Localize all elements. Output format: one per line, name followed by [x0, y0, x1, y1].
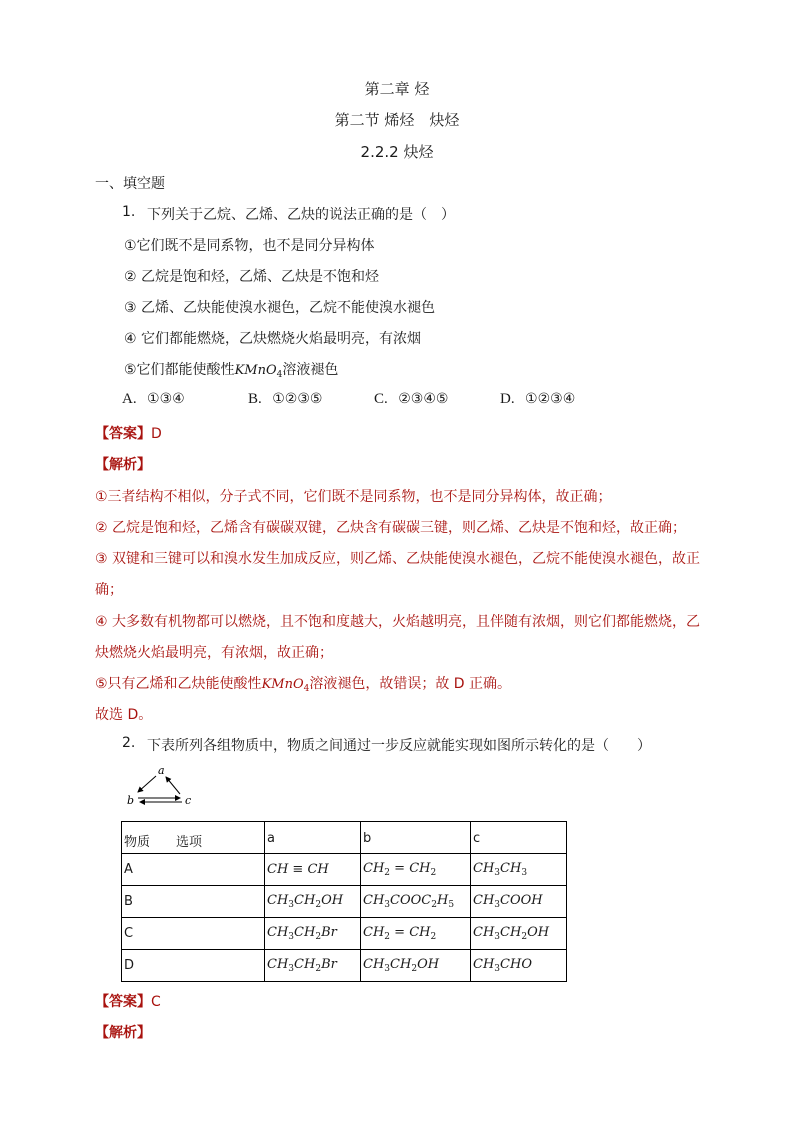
table-header-row — [122, 822, 567, 854]
kmno4-formula: KMnO$_4$ — [261, 677, 310, 694]
q2-analysis-label: 【解析】 — [95, 1025, 151, 1041]
table-row — [122, 886, 567, 918]
label-b: b — [127, 794, 135, 807]
label-a: a — [158, 764, 165, 777]
chapter-title: 第二章 烃 — [364, 80, 430, 98]
conversion-diagram — [124, 764, 196, 810]
analysis-line: ② 乙烷是饱和烃，乙烯含有碳碳双键，乙炔含有碳碳三键，则乙烯、乙炔是不饱和烃，故正确； — [95, 520, 686, 536]
q1-stem: 下列关于乙烷、乙烯、乙炔的说法正确的是（ ） — [147, 207, 455, 223]
formula-cell: $CH_3CH_2Br$ — [265, 950, 361, 982]
table-row — [122, 854, 567, 886]
arrow-a-to-b — [138, 776, 156, 792]
q2-stem: 下表所列各组物质中，物质之间通过一步反应就能实现如图所示转化的是（ ） — [147, 738, 651, 754]
analysis-line: 确； — [95, 582, 123, 598]
formula-cell: $CH_3CH_2Br$ — [265, 918, 361, 950]
formula-cell: $CH_3CH_2OH$ — [265, 886, 361, 918]
formula-cell: $CH_3CH_2OH$ — [361, 950, 471, 982]
q1-statement-5: ⑤它们都能使酸性KMnO$_4$溶液褪色 — [124, 362, 339, 380]
formula-cell: $CH_2 = CH_2$ — [361, 854, 471, 886]
table-row — [122, 950, 567, 982]
q1-number: 1. — [122, 204, 136, 220]
row-option: A — [122, 854, 265, 886]
formula-cell: CH ≡ CH — [265, 854, 361, 886]
q1-statement: ①它们既不是同系物，也不是同分异构体 — [124, 238, 375, 254]
formula-cell: $CH_3COOC_2H_5$ — [361, 886, 471, 918]
formula-cell: $CH_3CH_2OH$ — [471, 918, 567, 950]
label-c: c — [185, 794, 192, 807]
row-option: D — [122, 950, 265, 982]
option-a[interactable]: A. ①③④ — [122, 391, 185, 407]
arrow-c-to-a — [166, 777, 180, 794]
formula-cell: $CH_3CH_3$ — [471, 854, 567, 886]
q1-statement: ② 乙烷是饱和烃，乙烯、乙炔是不饱和烃 — [124, 269, 379, 285]
q2-number: 2. — [122, 735, 136, 751]
option-b[interactable]: B. ①②③⑤ — [248, 391, 323, 407]
section-title: 第二节 烯烃 炔烃 — [334, 111, 460, 129]
table-header-cell: a — [265, 822, 361, 854]
option-c[interactable]: C. ②③④⑤ — [374, 391, 449, 407]
formula-cell: $CH_2 = CH_2$ — [361, 918, 471, 950]
table-row — [122, 918, 567, 950]
q1-conclusion: 故选 D。 — [95, 707, 153, 723]
formula-cell: $CH_3CHO$ — [471, 950, 567, 982]
row-option: C — [122, 918, 265, 950]
option-d[interactable]: D. ①②③④ — [500, 391, 576, 407]
q2-answer: 【答案】C — [95, 994, 161, 1010]
formula-cell: $CH_3COOH$ — [471, 886, 567, 918]
analysis-line: ④ 大多数有机物都可以燃烧，且不饱和度越大，火焰越明亮，且伴随有浓烟，则它们都能燃烧，乙 — [95, 614, 700, 630]
kmno4-formula: KMnO$_4$ — [234, 363, 283, 380]
q1-answer: 【答案】D — [95, 426, 162, 442]
subsection-title: 2.2.2 炔烃 — [360, 143, 434, 161]
table-header-cell: b — [361, 822, 471, 854]
analysis-line: 炔燃烧火焰最明亮，有浓烟，故正确； — [95, 645, 333, 661]
analysis-line: ①三者结构不相似，分子式不同，它们既不是同系物，也不是同分异构体，故正确； — [95, 489, 612, 505]
q1-analysis-label: 【解析】 — [95, 457, 151, 473]
table-header-cell: 物质 选项 — [122, 822, 265, 854]
row-option: B — [122, 886, 265, 918]
table-header-cell: c — [471, 822, 567, 854]
q2-table — [121, 821, 567, 982]
q1-statement: ④ 它们都能燃烧，乙炔燃烧火焰最明亮，有浓烟 — [124, 331, 421, 347]
analysis-line-5: ⑤只有乙烯和乙炔能使酸性KMnO$_4$溶液褪色，故错误；故 D 正确。 — [95, 676, 512, 694]
analysis-line: ③ 双键和三键可以和溴水发生加成反应，则乙烯、乙炔能使溴水褪色，乙烷不能使溴水褪色，故正 — [95, 551, 700, 567]
section-heading: 一、填空题 — [95, 176, 165, 192]
q1-statement: ③ 乙烯、乙炔能使溴水褪色，乙烷不能使溴水褪色 — [124, 300, 435, 316]
